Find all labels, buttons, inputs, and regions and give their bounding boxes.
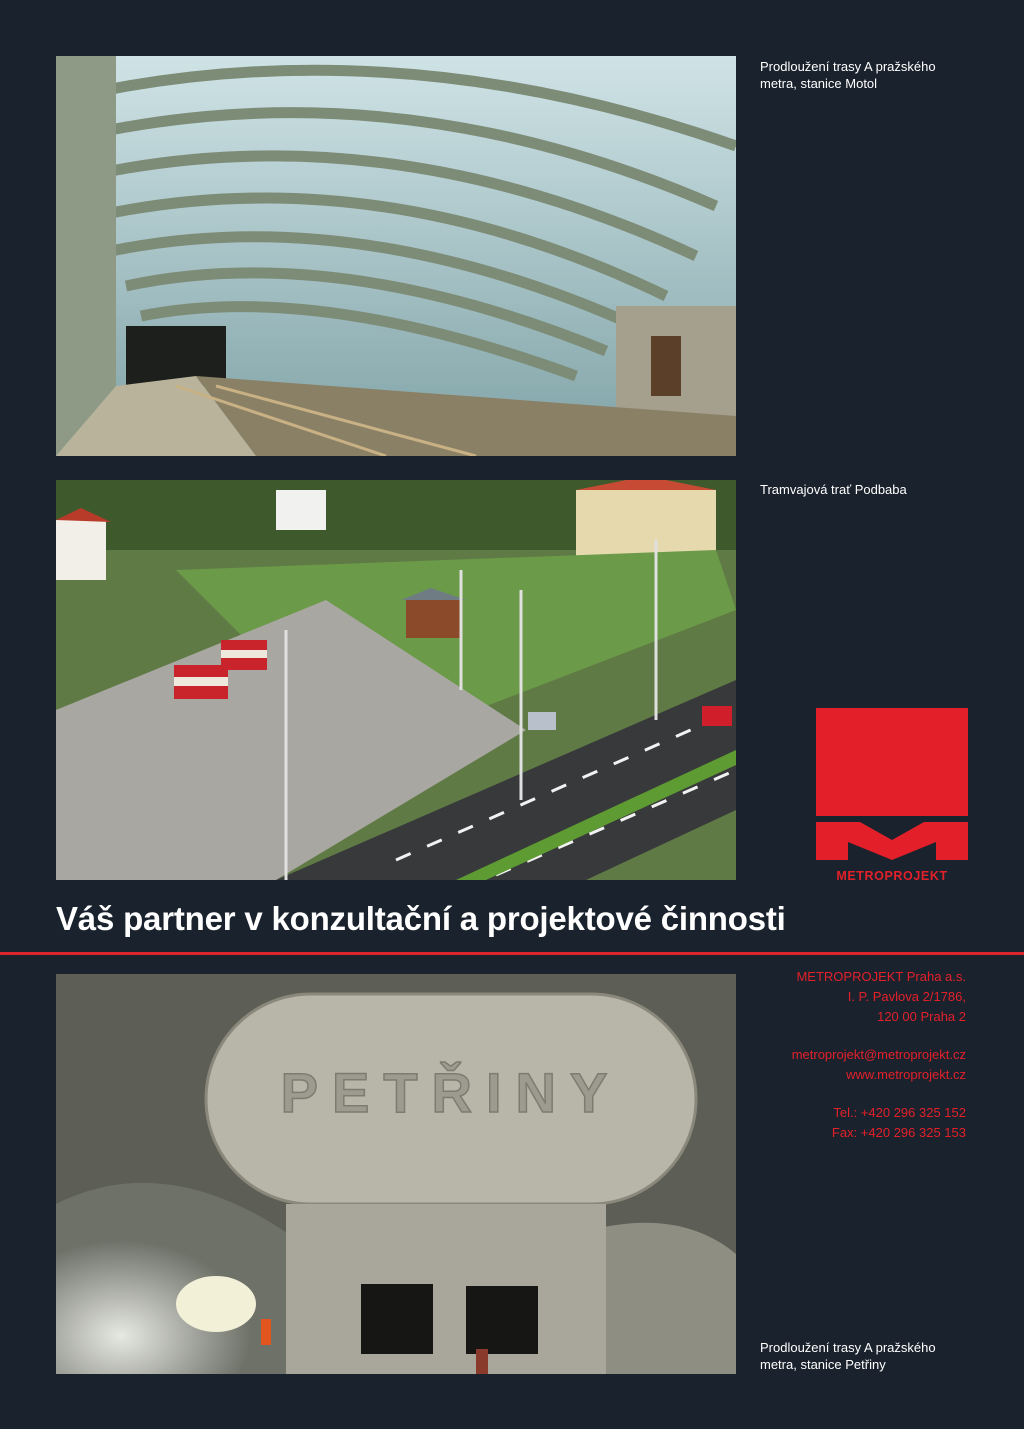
podbaba-tramline-illustration xyxy=(56,480,736,880)
petriny-station-illustration xyxy=(56,974,736,1374)
caption-motol-line2: metra, stanice Motol xyxy=(760,76,878,91)
photo-podbaba-tramline xyxy=(56,480,736,880)
email-link[interactable]: metroprojekt@metroprojekt.cz xyxy=(791,1047,966,1062)
caption-motol-line1: Prodloužení trasy A pražského xyxy=(760,59,936,74)
caption-petriny xyxy=(760,1339,1000,1373)
caption-petriny-line1: Prodloužení trasy A pražského xyxy=(760,1340,936,1355)
fax-number: Fax: +420 296 325 153 xyxy=(831,1125,966,1140)
caption-motol xyxy=(760,58,1000,92)
metroprojekt-logo xyxy=(816,708,968,883)
logo-red-square xyxy=(816,708,968,816)
caption-podbaba-line1: Tramvajová trať Podbaba xyxy=(760,482,907,497)
caption-petriny-line2: metra, stanice Petřiny xyxy=(760,1357,886,1372)
headline: Váš partner v konzultační a projektové činnosti xyxy=(56,900,786,937)
contact-block xyxy=(740,967,966,1161)
logo-m-icon xyxy=(816,822,968,860)
address-block xyxy=(740,967,966,1027)
phone-block xyxy=(740,1103,966,1143)
photo-motol-station xyxy=(56,56,736,456)
photo-petriny-station xyxy=(56,974,736,1374)
phone-number: Tel.: +420 296 325 152 xyxy=(833,1105,966,1120)
petriny-sign-text: PETŘINY xyxy=(280,1061,622,1124)
city-address: 120 00 Praha 2 xyxy=(877,1009,966,1024)
online-block xyxy=(740,1045,966,1085)
street-address: I. P. Pavlova 2/1786, xyxy=(847,989,966,1004)
logo-wordmark: METROPROJEKT xyxy=(836,869,948,883)
headline-divider xyxy=(0,952,1024,955)
company-name: METROPROJEKT Praha a.s. xyxy=(796,969,966,984)
caption-podbaba xyxy=(760,481,1000,498)
motol-station-illustration xyxy=(56,56,736,456)
web-link[interactable]: www.metroprojekt.cz xyxy=(846,1067,966,1082)
